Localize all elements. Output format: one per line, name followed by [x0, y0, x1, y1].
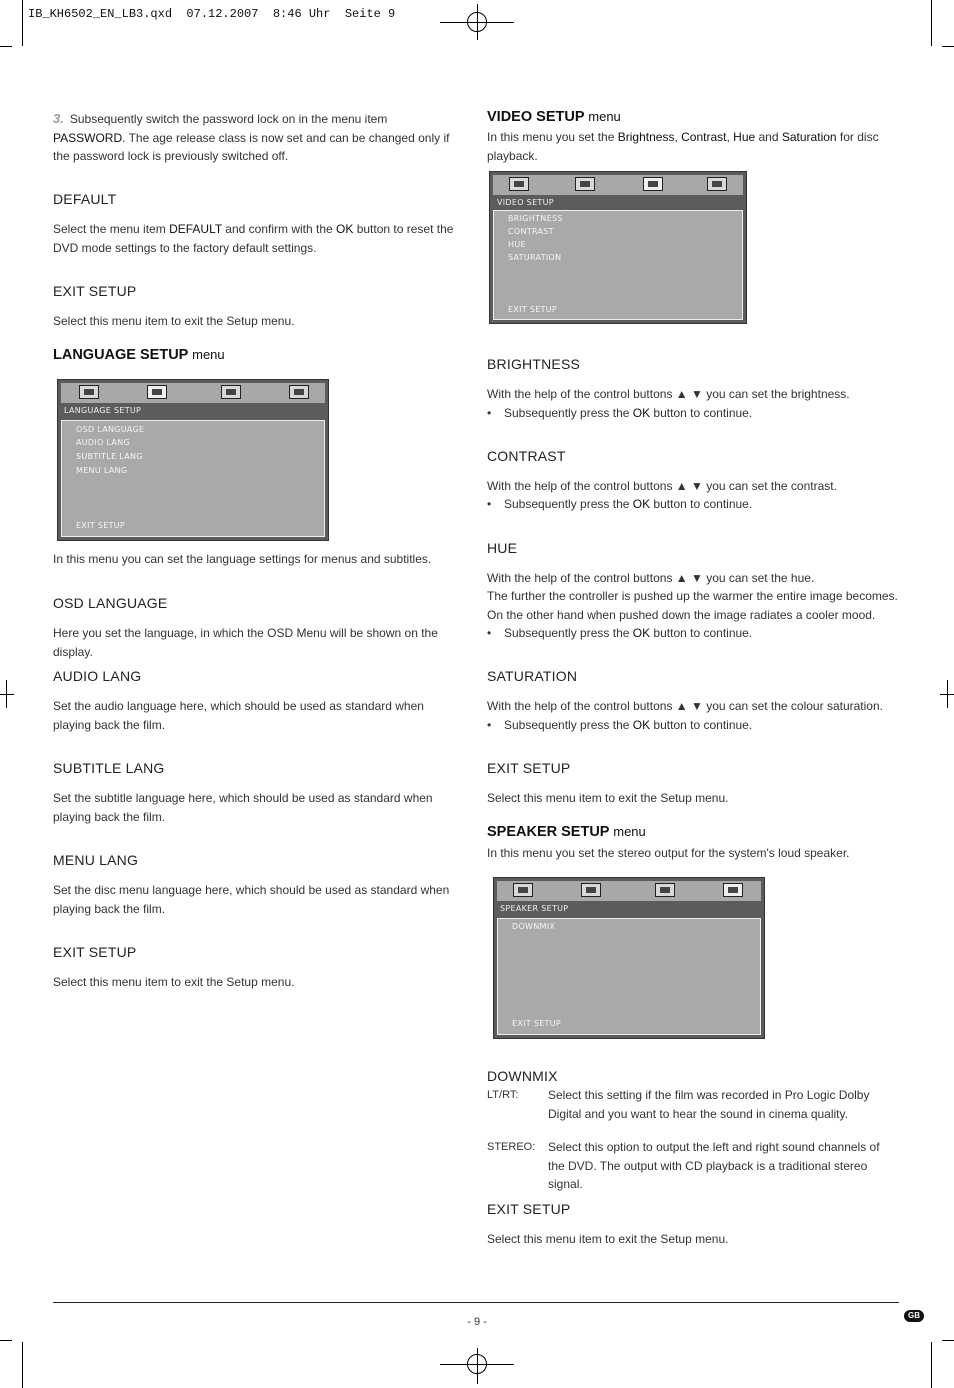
osd-panel — [61, 420, 325, 537]
registration-mark — [947, 680, 948, 708]
stereo-text: Select this option to output the left and right sound channels of the DVD. The output with CD playback is a traditional stereo signal. — [548, 1140, 880, 1191]
saturation-heading: SATURATION — [487, 668, 578, 684]
exit-setup-text: Select this menu item to exit the Setup menu. — [487, 791, 729, 805]
osd-exit-item: EXIT SETUP — [76, 521, 126, 530]
menu-lang-text: Set the disc menu language here, which should be used as standard when playing back the film. — [53, 883, 450, 916]
osd-exit-item: EXIT SETUP — [508, 305, 558, 314]
contrast-text: With the help of the control buttons ▲ ▼ you can set the contrast. — [487, 479, 837, 493]
hue-bullet: • Subsequently press the OK button to continue. — [487, 626, 753, 640]
osd-exit-item: EXIT SETUP — [512, 1019, 562, 1028]
language-setup-icon — [581, 883, 601, 897]
osd-item: MENU LANG — [76, 466, 128, 475]
hue-heading: HUE — [487, 540, 518, 556]
crop-mark — [0, 46, 12, 47]
video-setup-icon — [643, 177, 663, 191]
osd-item: OSD LANGUAGE — [76, 425, 145, 434]
general-setup-icon — [509, 177, 529, 191]
osd-item: HUE — [508, 240, 526, 249]
language-setup-icon — [147, 385, 167, 399]
menu-lang-heading: MENU LANG — [53, 852, 139, 868]
video-setup-intro: In this menu you set the Brightness, Contrast, Hue and Saturation for disc playback. — [487, 130, 879, 163]
osd-title: SPEAKER SETUP — [500, 904, 569, 913]
crop-mark — [0, 1340, 12, 1341]
downmix-stereo — [487, 1138, 897, 1194]
saturation-bullet: • Subsequently press the OK button to continue. — [487, 718, 753, 732]
speaker-setup-icon — [707, 177, 727, 191]
saturation-text: With the help of the control buttons ▲ ▼ you can set the colour saturation. — [487, 699, 883, 713]
footer-rule — [53, 1302, 899, 1303]
speaker-setup-intro: In this menu you set the stereo output for the system's loud speaker. — [487, 846, 850, 860]
exit-setup-text: Select this menu item to exit the Setup menu. — [53, 314, 295, 328]
speaker-setup-icon — [289, 385, 309, 399]
language-setup-icon — [575, 177, 595, 191]
osd-icon-bar — [61, 383, 325, 403]
ltrt-text: Select this setting if the film was recorded in Pro Logic Dolby Digital and you want to hear the sound in cinema quality. — [548, 1088, 870, 1121]
video-setup-icon — [655, 883, 675, 897]
page-number: - 9 - — [467, 1316, 487, 1328]
osd-language-text: Here you set the language, in which the OSD Menu will be shown on the display. — [53, 626, 438, 659]
language-badge: GB — [904, 1310, 924, 1322]
osd-item: AUDIO LANG — [76, 438, 130, 447]
crop-mark — [22, 1342, 23, 1388]
osd-icon-bar — [497, 881, 761, 901]
registration-mark — [467, 1354, 487, 1374]
osd-item: BRIGHTNESS — [508, 214, 563, 223]
crop-mark — [931, 1342, 932, 1388]
osd-title: VIDEO SETUP — [497, 198, 554, 207]
registration-mark — [6, 680, 7, 708]
general-setup-icon — [79, 385, 99, 399]
exit-setup-heading: EXIT SETUP — [487, 1201, 571, 1217]
osd-title: LANGUAGE SETUP — [64, 406, 142, 415]
hue-line-3: On the other hand when pushed down the image radiates a cooler mood. — [487, 608, 876, 622]
downmix-heading: DOWNMIX — [487, 1068, 558, 1084]
default-text: Select the menu item DEFAULT and confirm with the OK button to reset the DVD mode settings to the factory default settings. — [53, 222, 454, 255]
exit-setup-heading: EXIT SETUP — [53, 283, 137, 299]
hue-line-1: With the help of the control buttons ▲ ▼ you can set the hue. — [487, 571, 815, 585]
exit-setup-heading: EXIT SETUP — [53, 944, 137, 960]
osd-panel — [493, 210, 743, 320]
audio-lang-heading: AUDIO LANG — [53, 668, 142, 684]
registration-mark — [467, 12, 487, 32]
audio-lang-text: Set the audio language here, which should be used as standard when playing back the film. — [53, 699, 424, 732]
exit-setup-text: Select this menu item to exit the Setup menu. — [487, 1232, 729, 1246]
downmix-ltrt — [487, 1086, 897, 1123]
hue-line-2: The further the controller is pushed up the warmer the entire image becomes. — [487, 589, 898, 603]
brightness-heading: BRIGHTNESS — [487, 356, 581, 372]
osd-item: DOWNMIX — [512, 922, 556, 931]
brightness-text: With the help of the control buttons ▲ ▼ you can set the brightness. — [487, 387, 850, 401]
subtitle-lang-heading: SUBTITLE LANG — [53, 760, 165, 776]
print-slug: IB_KH6502_EN_LB3.qxd 07.12.2007 8:46 Uhr Seite 9 — [28, 7, 396, 21]
speaker-setup-screen — [493, 877, 765, 1039]
registration-mark — [0, 694, 14, 695]
contrast-heading: CONTRAST — [487, 448, 566, 464]
video-setup-icon — [221, 385, 241, 399]
speaker-setup-heading: SPEAKER SETUP menu — [487, 824, 646, 840]
brightness-bullet: • Subsequently press the OK button to continue. — [487, 406, 753, 420]
osd-panel — [497, 918, 761, 1035]
exit-setup-text: Select this menu item to exit the Setup menu. — [53, 975, 295, 989]
osd-language-heading: OSD LANGUAGE — [53, 595, 168, 611]
language-setup-heading: LANGUAGE SETUP menu — [53, 347, 225, 363]
exit-setup-heading: EXIT SETUP — [487, 760, 571, 776]
video-setup-heading: VIDEO SETUP menu — [487, 109, 621, 125]
contrast-bullet: • Subsequently press the OK button to continue. — [487, 497, 753, 511]
crop-mark — [931, 0, 932, 46]
language-intro: In this menu you can set the language settings for menus and subtitles. — [53, 552, 432, 566]
language-setup-screen — [57, 379, 329, 541]
osd-item: SATURATION — [508, 253, 562, 262]
speaker-setup-icon — [723, 883, 743, 897]
subtitle-lang-text: Set the subtitle language here, which should be used as standard when playing back the film. — [53, 791, 433, 824]
general-setup-icon — [513, 883, 533, 897]
default-heading: DEFAULT — [53, 191, 117, 207]
stereo-term: STEREO: — [487, 1141, 536, 1153]
ltrt-term: LT/RT: — [487, 1089, 519, 1101]
osd-item: CONTRAST — [508, 227, 554, 236]
video-setup-screen — [489, 171, 747, 324]
step-3-text: 3. Subsequently switch the password lock on in the menu item PASSWORD. The age release class is now set and can be changed only if the password lock is previously switched off. — [53, 111, 450, 163]
crop-mark — [942, 46, 954, 47]
osd-item: SUBTITLE LANG — [76, 452, 143, 461]
crop-mark — [942, 1340, 954, 1341]
osd-icon-bar — [493, 175, 743, 195]
crop-mark — [22, 0, 23, 46]
